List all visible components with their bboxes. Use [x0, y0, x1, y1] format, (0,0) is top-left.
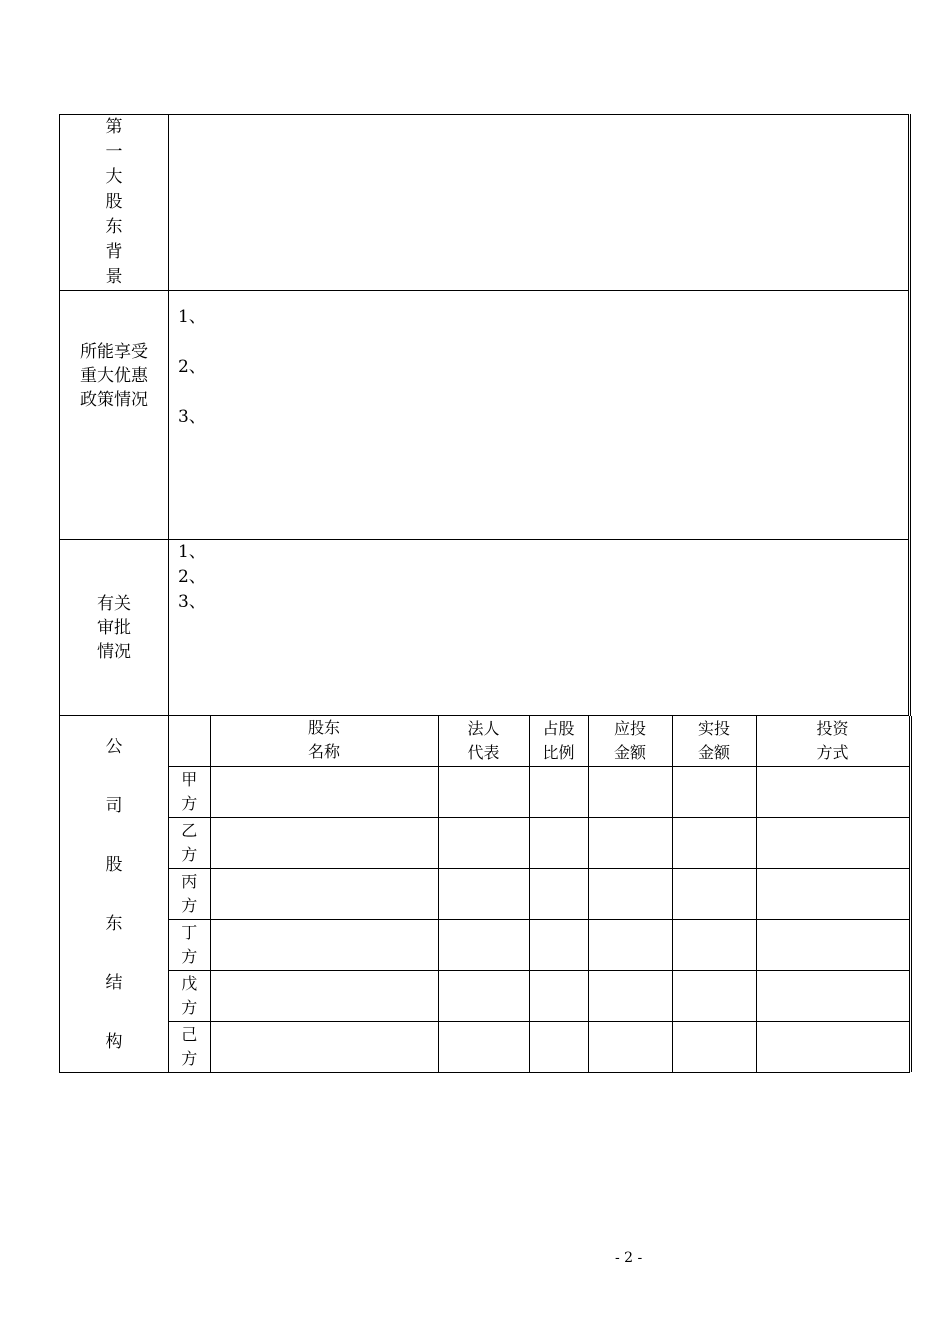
cell-invest-method[interactable]	[756, 767, 910, 818]
cell-name[interactable]	[210, 869, 438, 920]
cell-actual-amount[interactable]	[672, 767, 756, 818]
table-row	[169, 971, 910, 1022]
cell-due-amount[interactable]	[588, 869, 672, 920]
cell-legal-rep[interactable]	[438, 767, 529, 818]
party-header	[169, 716, 210, 767]
approval-item-2: 2、	[178, 567, 206, 587]
first-shareholder-row	[60, 115, 910, 291]
party-label: 戊 方	[169, 971, 210, 1022]
header-share-ratio: 占股 比例	[529, 716, 588, 767]
first-shareholder-input[interactable]	[169, 115, 910, 291]
cell-share-ratio[interactable]	[529, 767, 588, 818]
cell-legal-rep[interactable]	[438, 818, 529, 869]
cell-actual-amount[interactable]	[672, 818, 756, 869]
approval-row	[60, 540, 910, 716]
cell-legal-rep[interactable]	[438, 1022, 529, 1073]
cell-name[interactable]	[210, 818, 438, 869]
cell-invest-method[interactable]	[756, 971, 910, 1022]
cell-due-amount[interactable]	[588, 767, 672, 818]
cell-due-amount[interactable]	[588, 971, 672, 1022]
cell-legal-rep[interactable]	[438, 920, 529, 971]
approval-input[interactable]	[169, 540, 910, 716]
cell-actual-amount[interactable]	[672, 1022, 756, 1073]
cell-due-amount[interactable]	[588, 818, 672, 869]
preferential-policy-row	[60, 291, 910, 540]
cell-actual-amount[interactable]	[672, 920, 756, 971]
first-shareholder-label: 第 一 大 股 东 背 景	[60, 115, 169, 291]
table-row	[169, 1022, 910, 1073]
table-row	[169, 818, 910, 869]
cell-invest-method[interactable]	[756, 818, 910, 869]
cell-share-ratio[interactable]	[529, 869, 588, 920]
approval-item-3: 3、	[178, 592, 206, 612]
party-label: 乙 方	[169, 818, 210, 869]
cell-share-ratio[interactable]	[529, 1022, 588, 1073]
company-info-form	[59, 114, 911, 1073]
party-label: 丁 方	[169, 920, 210, 971]
cell-name[interactable]	[210, 920, 438, 971]
cell-legal-rep[interactable]	[438, 971, 529, 1022]
cell-name[interactable]	[210, 971, 438, 1022]
table-row	[169, 920, 910, 971]
header-actual-amount: 实投 金额	[672, 716, 756, 767]
policy-item-1: 1、	[178, 307, 206, 327]
policy-item-2: 2、	[178, 357, 206, 377]
cell-invest-method[interactable]	[756, 869, 910, 920]
cell-actual-amount[interactable]	[672, 971, 756, 1022]
approval-label: 有关 审批 情况	[60, 540, 169, 716]
cell-due-amount[interactable]	[588, 920, 672, 971]
shareholder-structure-row	[60, 716, 910, 1073]
shareholder-table	[169, 716, 912, 1072]
page-number: - 2 -	[615, 1250, 643, 1266]
header-legal-rep: 法人 代表	[438, 716, 529, 767]
policy-item-3: 3、	[178, 407, 206, 427]
preferential-policy-label: 所能享受 重大优惠 政策情况	[60, 291, 169, 540]
shareholder-table-header	[169, 716, 910, 767]
table-row	[169, 767, 910, 818]
cell-share-ratio[interactable]	[529, 971, 588, 1022]
header-invest-method: 投资 方式	[756, 716, 910, 767]
approval-item-1: 1、	[178, 542, 206, 562]
cell-invest-method[interactable]	[756, 920, 910, 971]
shareholder-structure-label: 公 司 股 东 结 构	[60, 716, 169, 1073]
cell-name[interactable]	[210, 767, 438, 818]
party-label: 己 方	[169, 1022, 210, 1073]
cell-due-amount[interactable]	[588, 1022, 672, 1073]
header-due-amount: 应投 金额	[588, 716, 672, 767]
header-name: 股东 名称	[210, 716, 438, 767]
party-label: 甲 方	[169, 767, 210, 818]
shareholder-table-cell	[169, 716, 910, 1073]
cell-share-ratio[interactable]	[529, 818, 588, 869]
cell-actual-amount[interactable]	[672, 869, 756, 920]
party-label: 丙 方	[169, 869, 210, 920]
cell-name[interactable]	[210, 1022, 438, 1073]
cell-legal-rep[interactable]	[438, 869, 529, 920]
table-row	[169, 869, 910, 920]
cell-share-ratio[interactable]	[529, 920, 588, 971]
cell-invest-method[interactable]	[756, 1022, 910, 1073]
preferential-policy-input[interactable]	[169, 291, 910, 540]
